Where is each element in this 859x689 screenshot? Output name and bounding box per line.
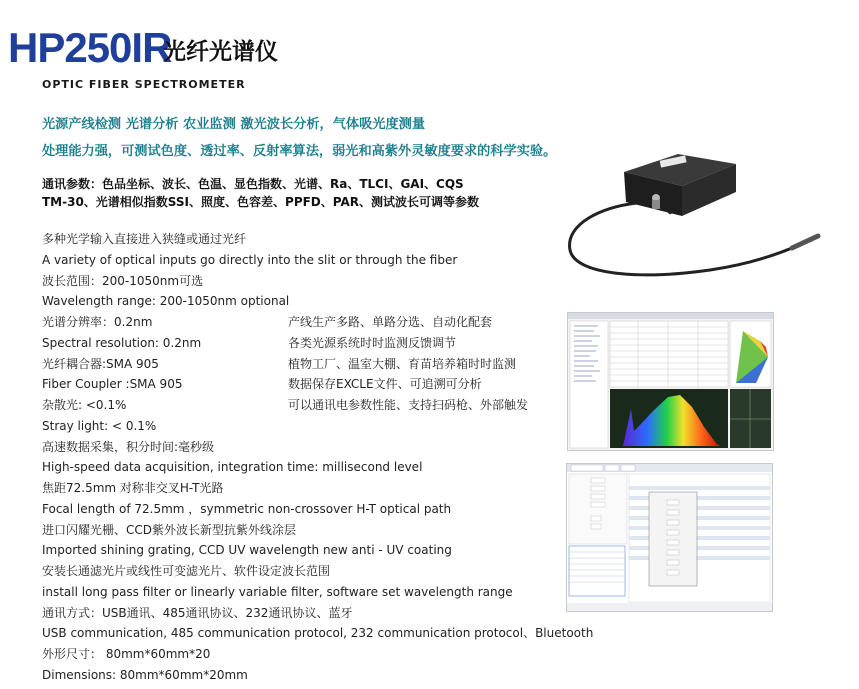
application-item: 可以通讯电参数性能、支持扫码枪、外部触发 [288, 398, 529, 412]
application-item: 各类光源系统时时监测反馈调节 [288, 335, 457, 350]
spec-item: Dimensions: 80mm*60mm*20mm [42, 667, 248, 682]
spec-item: 杂散光: <0.1% [42, 398, 127, 412]
spec-item: 波长范围：200-1050nm可选 [42, 273, 204, 288]
spec-item: Imported shining grating, CCD UV wavelength new anti - UV coating [42, 543, 452, 558]
spec-item: 焦距72.5mm 对称非交叉H-T光路 [42, 481, 224, 495]
spec-item: 多种光学输入直接进入狭缝或通过光纤 [42, 232, 247, 246]
spec-item: 进口闪耀光栅、CCD紫外波长新型抗紫外线涂层 [42, 522, 296, 537]
params-line: 通讯参数：色品坐标、波长、色温、显色指数、光谱、Ra、TLCI、GAI、CQS [42, 177, 464, 191]
software-spectrum-screenshot [567, 312, 774, 451]
highlight-line: 光源产线检测 光谱分析 农业监测 激光波长分析，气体吸光度测量 [42, 117, 426, 132]
model-title: HP250IR [8, 24, 172, 71]
spec-item: High-speed data acquisition, integration time: millisecond level [42, 460, 423, 475]
spec-item: 高速数据采集，积分时间:毫秒级 [42, 439, 215, 454]
product-title-cn: 光纤光谱仪 [163, 39, 278, 65]
spec-item: Stray light: < 0.1% [42, 418, 157, 433]
params-line: TM-30、光谱相似指数SSI、照度、色容差、PPFD、PAR、测试波长可调等参数 [42, 195, 479, 209]
application-item: 产线生产多路、单路分选、自动化配套 [288, 315, 493, 329]
software-settings-screenshot [566, 463, 773, 612]
spec-item: Spectral resolution: 0.2nm [42, 335, 202, 350]
application-item: 数据保存EXCLE文件、可追溯可分析 [288, 377, 482, 392]
application-list [288, 312, 528, 416]
spec-item: 光纤耦合器:SMA 905 [42, 356, 159, 371]
spec-item: 通讯方式：USB通讯、485通讯协议、232通讯协议、蓝牙 [42, 605, 353, 620]
spec-item: Wavelength range: 200-1050nm optional [42, 294, 290, 309]
highlight-line: 处理能力强，可测试色度、透过率、反射率算法，弱光和高紫外灵敏度要求的科学实验。 [42, 144, 557, 159]
spec-item: USB communication, 485 communication protocol, 232 communication protocol、Bluetooth [42, 626, 594, 641]
product-title-en: OPTIC FIBER SPECTROMETER [42, 78, 246, 91]
spec-item: install long pass filter or linearly variable filter, software set wavelength range [42, 584, 513, 599]
spec-item: Fiber Coupler :SMA 905 [42, 377, 183, 392]
spectrometer-device-image [560, 150, 850, 290]
spec-list [42, 229, 593, 686]
spec-item: 光谱分辨率：0.2nm [42, 315, 153, 329]
spec-item: A variety of optical inputs go directly into the slit or through the fiber [42, 252, 458, 267]
spec-item: 外形尺寸： 80mm*60mm*20 [42, 647, 211, 661]
application-item: 植物工厂、温室大棚、育苗培养箱时时监测 [288, 356, 517, 371]
spec-item: 安装长通滤光片或线性可变滤光片、软件设定波长范围 [42, 564, 331, 578]
spec-item: Focal length of 72.5mm ，symmetric non-crossover H-T optical path [42, 501, 452, 516]
